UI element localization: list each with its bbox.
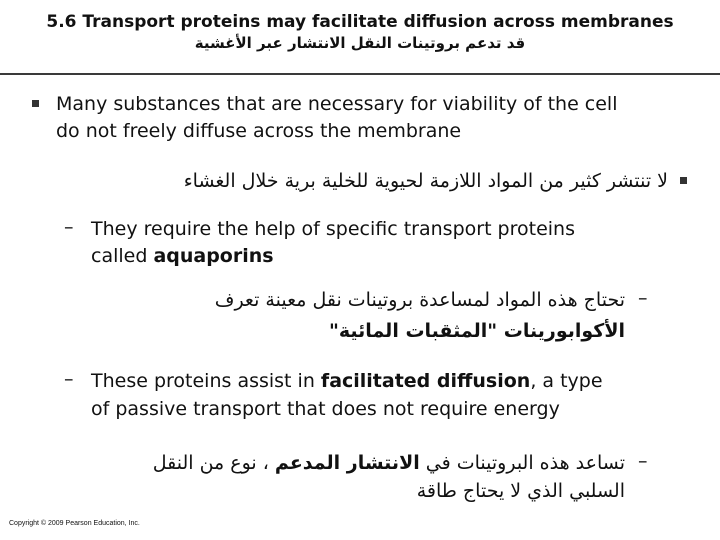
copyright-footer: Copyright © 2009 Pearson Education, Inc. xyxy=(9,520,140,527)
sub-bullet-2-line-2: of passive transport that does not require energy xyxy=(91,398,560,420)
sub-bullet-2-arabic-line-2: السلبي الذي لا يحتاج طاقة xyxy=(416,480,625,502)
square-bullet-icon xyxy=(680,177,687,184)
dash-bullet: – xyxy=(64,216,74,238)
square-bullet-icon xyxy=(32,100,39,107)
sub-bullet-1-arabic-line-2: الأكوابورينات "المثقبات المائية" xyxy=(329,320,625,342)
bullet-1-line-2: do not freely diffuse across the membrane xyxy=(56,120,462,142)
slide-title-english: 5.6 Transport proteins may facilitate diffusion across membranes xyxy=(46,12,674,32)
title-divider xyxy=(0,73,720,75)
sub-bullet-2-arabic-prefix: تساعد هذه البروتينات في xyxy=(419,452,625,474)
facilitated-diffusion-term: facilitated diffusion xyxy=(320,370,531,392)
dash-bullet: – xyxy=(638,450,648,472)
sub-bullet-2-prefix: These proteins assist in xyxy=(91,370,321,392)
aquaporins-term: aquaporins xyxy=(153,245,274,267)
sub-bullet-2-arabic-line-1 xyxy=(45,450,625,476)
slide-title-arabic: قد تدعم بروتينات النقل الانتشار عبر الأغشية xyxy=(194,34,526,52)
sub-bullet-2-line-1 xyxy=(91,368,603,394)
sub-bullet-1-prefix: called xyxy=(91,245,154,267)
dash-bullet: – xyxy=(64,368,74,390)
facilitated-diffusion-arabic-term: الانتشار المدعم xyxy=(274,452,420,474)
sub-bullet-1-line-1: They require the help of specific transport proteins xyxy=(91,218,575,240)
sub-bullet-1-arabic-line-1: تحتاج هذه المواد لمساعدة بروتينات نقل معينة تعرف xyxy=(214,289,625,311)
bullet-1-line-1: Many substances that are necessary for viability of the cell xyxy=(56,93,618,115)
sub-bullet-2-suffix: , a type xyxy=(530,370,603,392)
sub-bullet-1-line-2 xyxy=(91,243,274,269)
sub-bullet-2-arabic-suffix: ، نوع من النقل xyxy=(152,452,275,474)
dash-bullet: – xyxy=(638,287,648,309)
bullet-1-arabic: لا تنتشر كثير من المواد اللازمة لحيوية للخلية برية خلال الغشاء xyxy=(183,170,668,192)
